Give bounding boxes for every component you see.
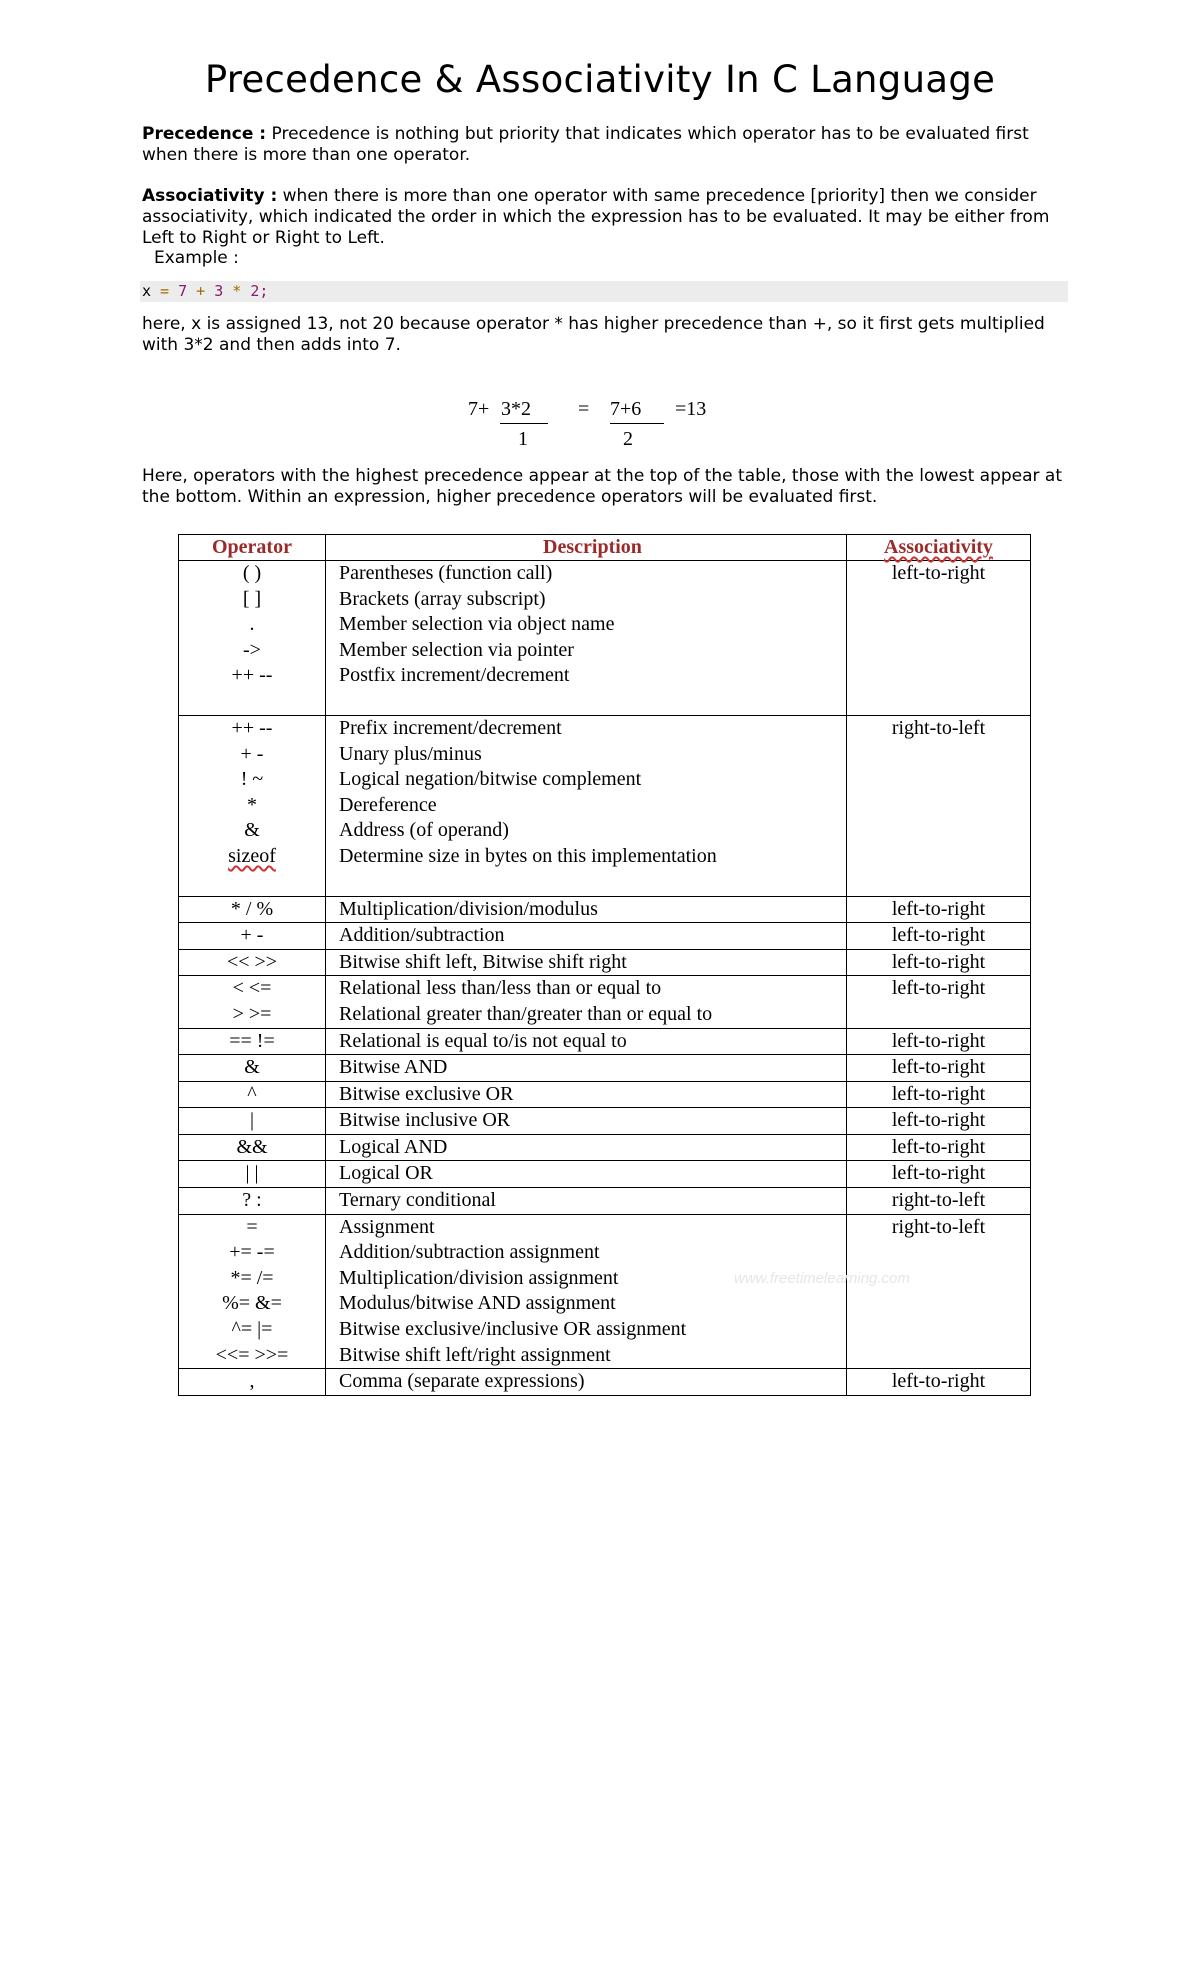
description-cell	[326, 976, 847, 1028]
operator-symbol: ++ --	[231, 716, 273, 739]
explanation-text: here, x is assigned 13, not 20 because operator * has higher precedence than +, so it first gets multiplied with 3*2 and then adds into 7.	[142, 314, 1045, 355]
operator-description: Member selection via object name	[339, 613, 615, 636]
operator-description: Relational less than/less than or equal to	[339, 977, 662, 1000]
operator-symbol: + -	[240, 924, 264, 947]
table-header-row	[179, 535, 1031, 561]
table-row	[179, 561, 1031, 716]
operator-symbol: *= /=	[230, 1266, 274, 1289]
description-cell	[326, 715, 847, 896]
table-row	[179, 923, 1031, 950]
precedence-label: Precedence :	[142, 124, 267, 144]
formula-image	[468, 398, 738, 452]
table-row	[179, 896, 1031, 923]
operator-description: Relational is equal to/is not equal to	[339, 1029, 627, 1052]
operator-description: Address (of operand)	[339, 819, 509, 842]
description-cell	[326, 1134, 847, 1161]
description-cell	[326, 1108, 847, 1135]
table-row	[179, 1055, 1031, 1082]
formula-lhs-prefix: 7+	[468, 398, 490, 420]
description-cell	[326, 1214, 847, 1369]
table-row	[179, 1214, 1031, 1369]
formula-lhs-numerator: 3*2	[501, 398, 531, 420]
header-operator: Operator	[179, 535, 326, 561]
table-row	[179, 1161, 1031, 1188]
operator-cell	[179, 1028, 326, 1055]
associativity-value: left-to-right	[891, 977, 986, 1000]
associativity-cell	[847, 561, 1031, 716]
description-cell	[326, 1161, 847, 1188]
associativity-cell	[847, 1214, 1031, 1369]
description-cell	[326, 1081, 847, 1108]
associativity-value: left-to-right	[891, 897, 986, 920]
operator-symbol: ? :	[242, 1189, 262, 1212]
page-title: Precedence & Associativity In C Language	[204, 58, 996, 101]
operator-cell	[179, 949, 326, 976]
table-row	[179, 1028, 1031, 1055]
operator-symbol: ! ~	[240, 768, 264, 791]
operator-cell	[179, 561, 326, 716]
table-intro-text: Here, operators with the highest precedence appear at the top of the table, those with the lowest appear at the bottom. Within an expression, higher precedence operators will be evaluated first.	[142, 466, 1063, 507]
table-row	[179, 715, 1031, 896]
formula-rhs-numerator: 7+6	[610, 398, 642, 420]
operator-symbol: <<= >>=	[215, 1343, 289, 1366]
operator-cell	[179, 976, 326, 1028]
operator-symbol: ( )	[242, 562, 262, 584]
associativity-cell	[847, 1108, 1031, 1135]
associativity-cell	[847, 1081, 1031, 1108]
associativity-value: left-to-right	[891, 1135, 986, 1158]
operator-symbol: ++ --	[231, 664, 273, 687]
operator-symbol: << >>	[226, 950, 278, 973]
associativity-cell	[847, 715, 1031, 896]
operator-description: Bitwise AND	[339, 1056, 448, 1079]
operator-description: Prefix increment/decrement	[339, 716, 562, 739]
associativity-cell	[847, 1055, 1031, 1082]
operator-symbol: %= &=	[222, 1292, 282, 1315]
operator-description: Ternary conditional	[339, 1189, 496, 1212]
operator-description: Unary plus/minus	[339, 742, 482, 765]
operator-symbol: | |	[245, 1162, 259, 1185]
precedence-table	[178, 534, 1031, 1396]
code-num: 2	[250, 282, 260, 300]
operator-description: Logical OR	[339, 1162, 433, 1185]
code-plus: +	[187, 282, 215, 300]
associativity-cell	[847, 1161, 1031, 1188]
description-cell	[326, 896, 847, 923]
operator-cell	[179, 1134, 326, 1161]
formula-lhs-denominator: 1	[518, 428, 528, 450]
code-times: *	[223, 282, 251, 300]
description-cell	[326, 1369, 847, 1396]
precedence-text: Precedence is nothing but priority that indicates which operator has to be evaluated first when there is more than one operator.	[142, 124, 1029, 165]
associativity-value: right-to-left	[891, 716, 986, 739]
operator-symbol: ^= |=	[231, 1318, 273, 1341]
associativity-cell	[847, 1188, 1031, 1215]
operator-description: Bitwise exclusive/inclusive OR assignment	[339, 1318, 687, 1341]
operator-cell	[179, 923, 326, 950]
operator-symbol: ^	[247, 1082, 257, 1105]
operator-symbol: &&	[236, 1135, 268, 1158]
operator-symbol: &	[244, 1056, 260, 1079]
operator-cell	[179, 1214, 326, 1369]
operator-symbol: =	[246, 1215, 258, 1238]
code-var: x	[142, 282, 152, 300]
associativity-value: left-to-right	[891, 950, 986, 973]
associativity-value: left-to-right	[891, 562, 986, 584]
operator-symbol: == !=	[229, 1029, 275, 1052]
operator-description: Logical AND	[339, 1135, 448, 1158]
associativity-value: left-to-right	[891, 1162, 986, 1185]
precedence-definition	[142, 124, 1067, 166]
associativity-cell	[847, 1134, 1031, 1161]
operator-description: Dereference	[339, 793, 437, 816]
associativity-cell	[847, 949, 1031, 976]
operator-description: Multiplication/division/modulus	[339, 897, 598, 920]
operator-symbol: < <=	[232, 977, 272, 1000]
associativity-value: left-to-right	[891, 1109, 986, 1132]
code-example	[140, 281, 1068, 302]
associativity-text: when there is more than one operator with same precedence [priority] then we consider associativity, which indicated the order in which the expression has to be evaluated. It may be either from Left to Right or Right to Left.	[142, 186, 1050, 248]
operator-description: Determine size in bytes on this implementation	[339, 844, 717, 867]
associativity-value: right-to-left	[891, 1215, 986, 1238]
operator-description: Brackets (array subscript)	[339, 587, 546, 610]
operator-description: Relational greater than/greater than or equal to	[339, 1002, 713, 1025]
operator-symbol: += -=	[229, 1241, 275, 1264]
formula-rhs-denominator: 2	[623, 428, 633, 450]
operator-description: Assignment	[339, 1215, 435, 1238]
header-associativity: Associativity	[847, 535, 1031, 561]
operator-symbol: &	[244, 819, 260, 842]
associativity-value: left-to-right	[891, 1370, 986, 1393]
table-row	[179, 1081, 1031, 1108]
associativity-value: left-to-right	[891, 1082, 986, 1105]
table-row	[179, 949, 1031, 976]
operator-symbol: |	[249, 1109, 254, 1132]
associativity-value: left-to-right	[891, 924, 986, 947]
operator-description: Member selection via pointer	[339, 638, 574, 661]
operator-symbol: * / %	[230, 897, 274, 920]
formula-fraction-bar	[500, 423, 548, 424]
table-row	[179, 1108, 1031, 1135]
associativity-cell	[847, 976, 1031, 1028]
operator-symbol: ,	[249, 1370, 255, 1393]
table-row	[179, 1134, 1031, 1161]
associativity-cell	[847, 923, 1031, 950]
description-cell	[326, 1188, 847, 1215]
description-cell	[326, 949, 847, 976]
operator-description: Addition/subtraction assignment	[339, 1241, 600, 1264]
associativity-cell	[847, 1369, 1031, 1396]
operator-cell	[179, 1161, 326, 1188]
operator-description: Bitwise shift left, Bitwise shift right	[339, 950, 627, 973]
associativity-value: right-to-left	[891, 1189, 986, 1212]
operator-description: Multiplication/division assignment	[339, 1266, 619, 1289]
operator-cell	[179, 1369, 326, 1396]
operator-symbol: *	[247, 793, 257, 816]
code-num: 3	[214, 282, 224, 300]
description-cell	[326, 1055, 847, 1082]
operator-symbol: [ ]	[242, 587, 262, 610]
description-cell	[326, 561, 847, 716]
operator-cell	[179, 1081, 326, 1108]
table-row	[179, 976, 1031, 1028]
operator-description: Parentheses (function call)	[339, 562, 553, 584]
formula-result: =13	[675, 398, 707, 420]
formula-equals: =	[578, 398, 590, 420]
description-cell	[326, 1028, 847, 1055]
operator-description: Modulus/bitwise AND assignment	[339, 1292, 616, 1315]
code-num: 7	[178, 282, 188, 300]
operator-description: Logical negation/bitwise complement	[339, 768, 642, 791]
code-assign: =	[151, 282, 179, 300]
operator-description: Bitwise inclusive OR	[339, 1109, 511, 1132]
operator-symbol: > >=	[232, 1002, 272, 1025]
formula-fraction-bar	[610, 423, 664, 424]
code-semicolon: ;	[259, 282, 269, 300]
description-cell	[326, 923, 847, 950]
associativity-definition	[142, 186, 1067, 249]
operator-description: Bitwise exclusive OR	[339, 1082, 514, 1105]
table-row	[179, 1369, 1031, 1396]
operator-description: Postfix increment/decrement	[339, 664, 570, 687]
associativity-value: left-to-right	[891, 1029, 986, 1052]
operator-cell	[179, 1108, 326, 1135]
operator-cell	[179, 1188, 326, 1215]
header-description: Description	[326, 535, 847, 561]
operator-cell	[179, 1055, 326, 1082]
operator-description: Bitwise shift left/right assignment	[339, 1343, 611, 1366]
operator-description: Addition/subtraction	[339, 924, 505, 947]
operator-symbol: sizeof	[228, 844, 276, 867]
operator-description: Comma (separate expressions)	[339, 1370, 585, 1393]
operator-cell	[179, 896, 326, 923]
associativity-label: Associativity :	[142, 186, 278, 206]
operator-symbol: ->	[243, 638, 261, 661]
associativity-cell	[847, 896, 1031, 923]
watermark: www.freetimelearning.com	[734, 1270, 910, 1287]
example-label: Example :	[154, 248, 239, 268]
associativity-cell	[847, 1028, 1031, 1055]
operator-symbol: + -	[240, 742, 264, 765]
operator-symbol: .	[249, 613, 255, 636]
table-row	[179, 1188, 1031, 1215]
associativity-value: left-to-right	[891, 1056, 986, 1079]
operator-cell	[179, 715, 326, 896]
